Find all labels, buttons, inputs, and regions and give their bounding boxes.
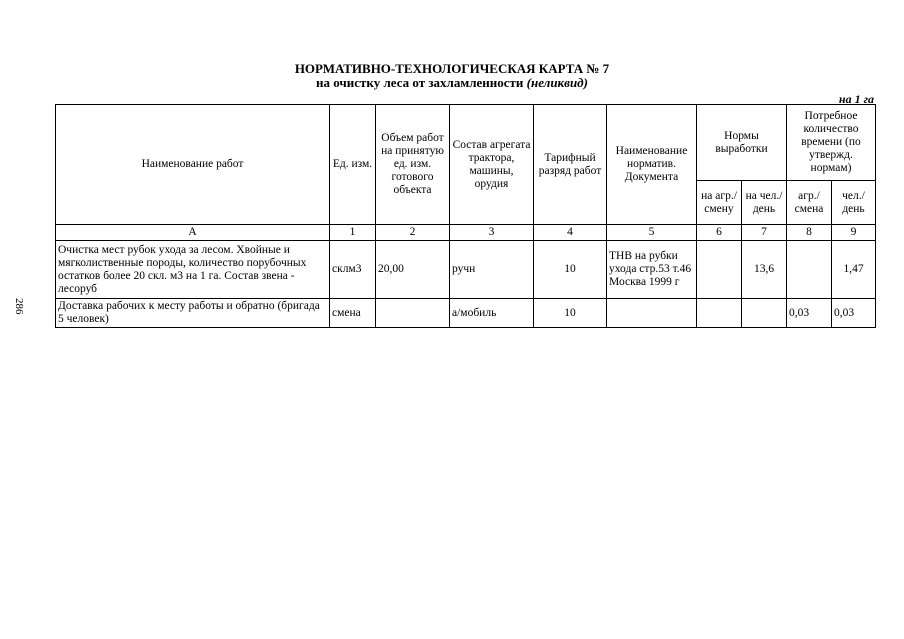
header-time: Потребное количество времени (по утвержд. нормам) [787, 105, 876, 181]
cell-time-person: 1,47 [832, 241, 876, 299]
cell-name: Очистка мест рубок ухода за лесом. Хвойные и мягколиственные породы, количество порубочных остатков более 20 скл. м3 на 1 га. Состав звена - лесоруб [56, 241, 330, 299]
header-grade: Тарифный разряд работ [534, 105, 607, 225]
cell-unit: смена [330, 299, 376, 328]
cell-aggregate: а/мобиль [450, 299, 534, 328]
column-number: 4 [534, 225, 607, 241]
cell-normdoc [607, 299, 697, 328]
norm-table [55, 104, 876, 328]
header-norms: Нормы выработки [697, 105, 787, 181]
cell-norm-person [742, 299, 787, 328]
column-number: 6 [697, 225, 742, 241]
header-unit: Ед. изм. [330, 105, 376, 225]
header-name: Наименование работ [56, 105, 330, 225]
cell-time-agg [787, 241, 832, 299]
document-title: НОРМАТИВНО-ТЕХНОЛОГИЧЕСКАЯ КАРТА № 7 [294, 61, 610, 76]
cell-time-person: 0,03 [832, 299, 876, 328]
table-row [56, 299, 876, 328]
column-number: 2 [376, 225, 450, 241]
header-volume: Объем работ на принятую ед. изм. готового объекта [376, 105, 450, 225]
cell-time-agg: 0,03 [787, 299, 832, 328]
column-number: А [56, 225, 330, 241]
cell-norm-person: 13,6 [742, 241, 787, 299]
column-number: 1 [330, 225, 376, 241]
header-normdoc: Наименование норматив. Документа [607, 105, 697, 225]
column-number: 8 [787, 225, 832, 241]
cell-norm-agg [697, 299, 742, 328]
cell-grade: 10 [534, 299, 607, 328]
cell-norm-agg [697, 241, 742, 299]
cell-aggregate: ручн [450, 241, 534, 299]
document-subtitle [0, 76, 904, 90]
header-aggregate: Состав агрегата трактора, машины, орудия [450, 105, 534, 225]
header-time-person: чел./ день [832, 181, 876, 225]
subtitle-main: на очистку леса от захламленности [316, 75, 524, 90]
table-row [56, 241, 876, 299]
cell-volume: 20,00 [376, 241, 450, 299]
cell-normdoc: ТНВ на рубки ухода стр.53 т.46 Москва 1999 г [607, 241, 697, 299]
column-number: 5 [607, 225, 697, 241]
subtitle-italic: (неликвид) [526, 75, 588, 90]
cell-unit: склм3 [330, 241, 376, 299]
header-norm-person: на чел./ день [742, 181, 787, 225]
header-time-agg: агр./ смена [787, 181, 832, 225]
cell-grade: 10 [534, 241, 607, 299]
cell-name: Доставка рабочих к месту работы и обратно (бригада 5 человек) [56, 299, 330, 328]
column-number: 3 [450, 225, 534, 241]
column-number: 9 [832, 225, 876, 241]
header-norm-agg: на агр./ смену [697, 181, 742, 225]
unit-note: на 1 га [838, 92, 874, 106]
cell-volume [376, 299, 450, 328]
column-number: 7 [742, 225, 787, 241]
page-number: 286 [13, 298, 25, 315]
